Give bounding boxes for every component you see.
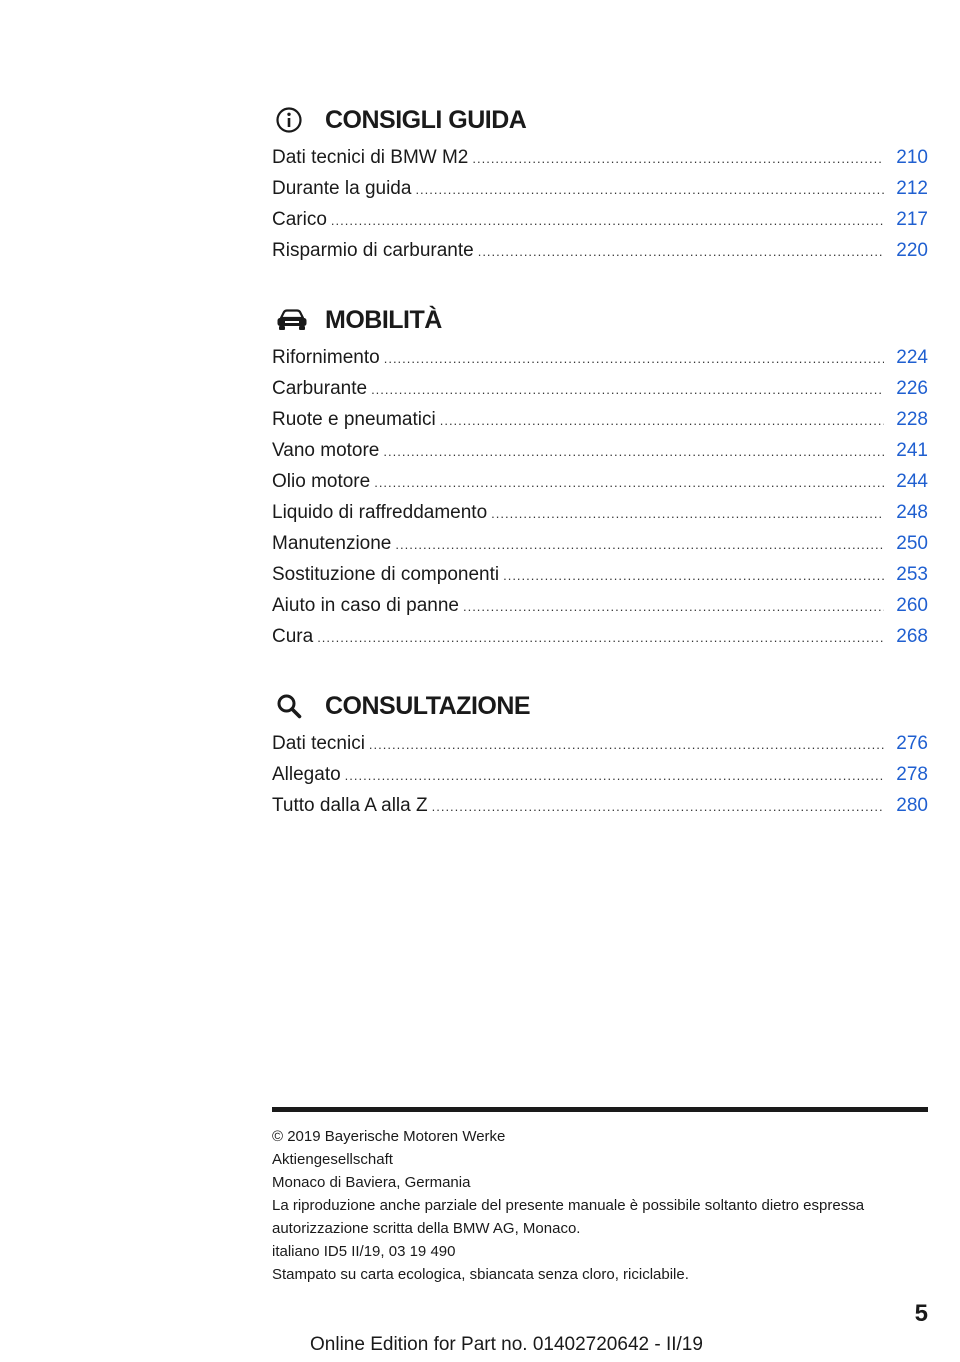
leader-dots [369,729,884,760]
toc-entry[interactable] [272,590,928,621]
section-header [272,684,928,728]
imprint [272,1125,928,1286]
leader-dots [472,143,884,174]
car-icon [275,304,315,336]
toc-page-link[interactable]: 220 [896,240,928,261]
toc-entry-label[interactable]: Aiuto in caso di panne [272,595,459,616]
leader-dots [374,467,884,498]
section-header [272,98,928,142]
toc-entry-label[interactable]: Risparmio di carburante [272,240,474,261]
leader-dots [415,174,884,205]
page-number: 5 [914,1300,928,1327]
toc-entry[interactable] [272,173,928,204]
toc-page-link[interactable]: 217 [896,209,928,230]
section-consigli-guida [272,98,928,266]
imprint-line: © 2019 Bayerische Motoren Werke [272,1128,506,1145]
search-icon [275,690,315,722]
toc-entry[interactable] [272,790,928,821]
toc-page-link[interactable]: 241 [896,440,928,461]
toc-entry[interactable] [272,435,928,466]
toc-entry-label[interactable]: Liquido di raffreddamento [272,502,488,523]
toc-entry[interactable] [272,142,928,173]
section-title: CONSULTAZIONE [325,691,531,720]
toc-page-link[interactable]: 280 [896,795,928,816]
leader-dots [491,498,884,529]
toc-entry-label[interactable]: Carico [272,209,327,230]
toc-entry[interactable] [272,728,928,759]
toc-entry-label[interactable]: Cura [272,626,314,647]
toc-entry-label[interactable]: Ruote e pneumatici [272,409,436,430]
leader-dots [463,591,884,622]
toc-page-link[interactable]: 260 [896,595,928,616]
footer-divider [272,1107,928,1112]
toc-entry-label[interactable]: Tutto dalla A alla Z [272,795,428,816]
toc-entry[interactable] [272,342,928,373]
toc-page-link[interactable]: 248 [896,502,928,523]
toc-page-link[interactable]: 212 [896,178,928,199]
leader-dots [345,760,884,791]
toc-page-link[interactable]: 276 [896,733,928,754]
toc-entry-label[interactable]: Olio motore [272,471,371,492]
toc-entry-label[interactable]: Dati tecnici [272,733,365,754]
toc-page-link[interactable]: 228 [896,409,928,430]
leader-dots [395,529,884,560]
toc-entry[interactable] [272,235,928,266]
leader-dots [440,405,884,436]
toc-entry-label[interactable]: Vano motore [272,440,380,461]
toc-page-link[interactable]: 268 [896,626,928,647]
section-header [272,298,928,342]
toc-entry[interactable] [272,559,928,590]
toc-entry[interactable] [272,497,928,528]
toc-entry-label[interactable]: Sostituzione di componenti [272,564,500,585]
leader-dots [478,236,884,267]
table-of-contents [272,98,928,853]
toc-entry[interactable] [272,204,928,235]
toc-entry[interactable] [272,621,928,652]
toc-page-link[interactable]: 253 [896,564,928,585]
leader-dots [317,622,884,653]
info-icon [275,104,315,136]
toc-entry[interactable] [272,373,928,404]
toc-entry-label[interactable]: Rifornimento [272,347,380,368]
toc-page-link[interactable]: 250 [896,533,928,554]
imprint-line: Monaco di Baviera, Germania [272,1174,471,1191]
section-mobilita [272,298,928,652]
toc-page-link[interactable]: 210 [896,147,928,168]
leader-dots [331,205,884,236]
toc-page-link[interactable]: 278 [896,764,928,785]
toc-page-link[interactable]: 244 [896,471,928,492]
imprint-line: Aktiengesellschaft [272,1151,393,1168]
imprint-line: autorizzazione scritta della BMW AG, Monaco. [272,1220,581,1237]
toc-entry[interactable] [272,466,928,497]
toc-entry-label[interactable]: Allegato [272,764,341,785]
leader-dots [383,436,884,467]
toc-entry[interactable] [272,528,928,559]
toc-page-link[interactable]: 226 [896,378,928,399]
toc-entry-label[interactable]: Durante la guida [272,178,412,199]
imprint-line: italiano ID5 II/19, 03 19 490 [272,1243,456,1260]
toc-entry[interactable] [272,759,928,790]
toc-entry-label[interactable]: Dati tecnici di BMW M2 [272,147,469,168]
toc-entry-label[interactable]: Carburante [272,378,368,399]
section-title: MOBILITÀ [325,305,442,334]
leader-dots [384,343,884,374]
online-edition-watermark: Online Edition for Part no. 01402720642 - II/19 [310,1334,703,1355]
toc-entry-label[interactable]: Manutenzione [272,533,392,554]
leader-dots [432,791,884,822]
imprint-line: La riproduzione anche parziale del presente manuale è possibile soltanto dietro espressa [272,1197,865,1214]
toc-page-link[interactable]: 224 [896,347,928,368]
leader-dots [371,374,884,405]
leader-dots [503,560,884,591]
section-consultazione [272,684,928,821]
section-title: CONSIGLI GUIDA [325,105,527,134]
toc-entry[interactable] [272,404,928,435]
imprint-line: Stampato su carta ecologica, sbiancata senza cloro, riciclabile. [272,1266,689,1283]
